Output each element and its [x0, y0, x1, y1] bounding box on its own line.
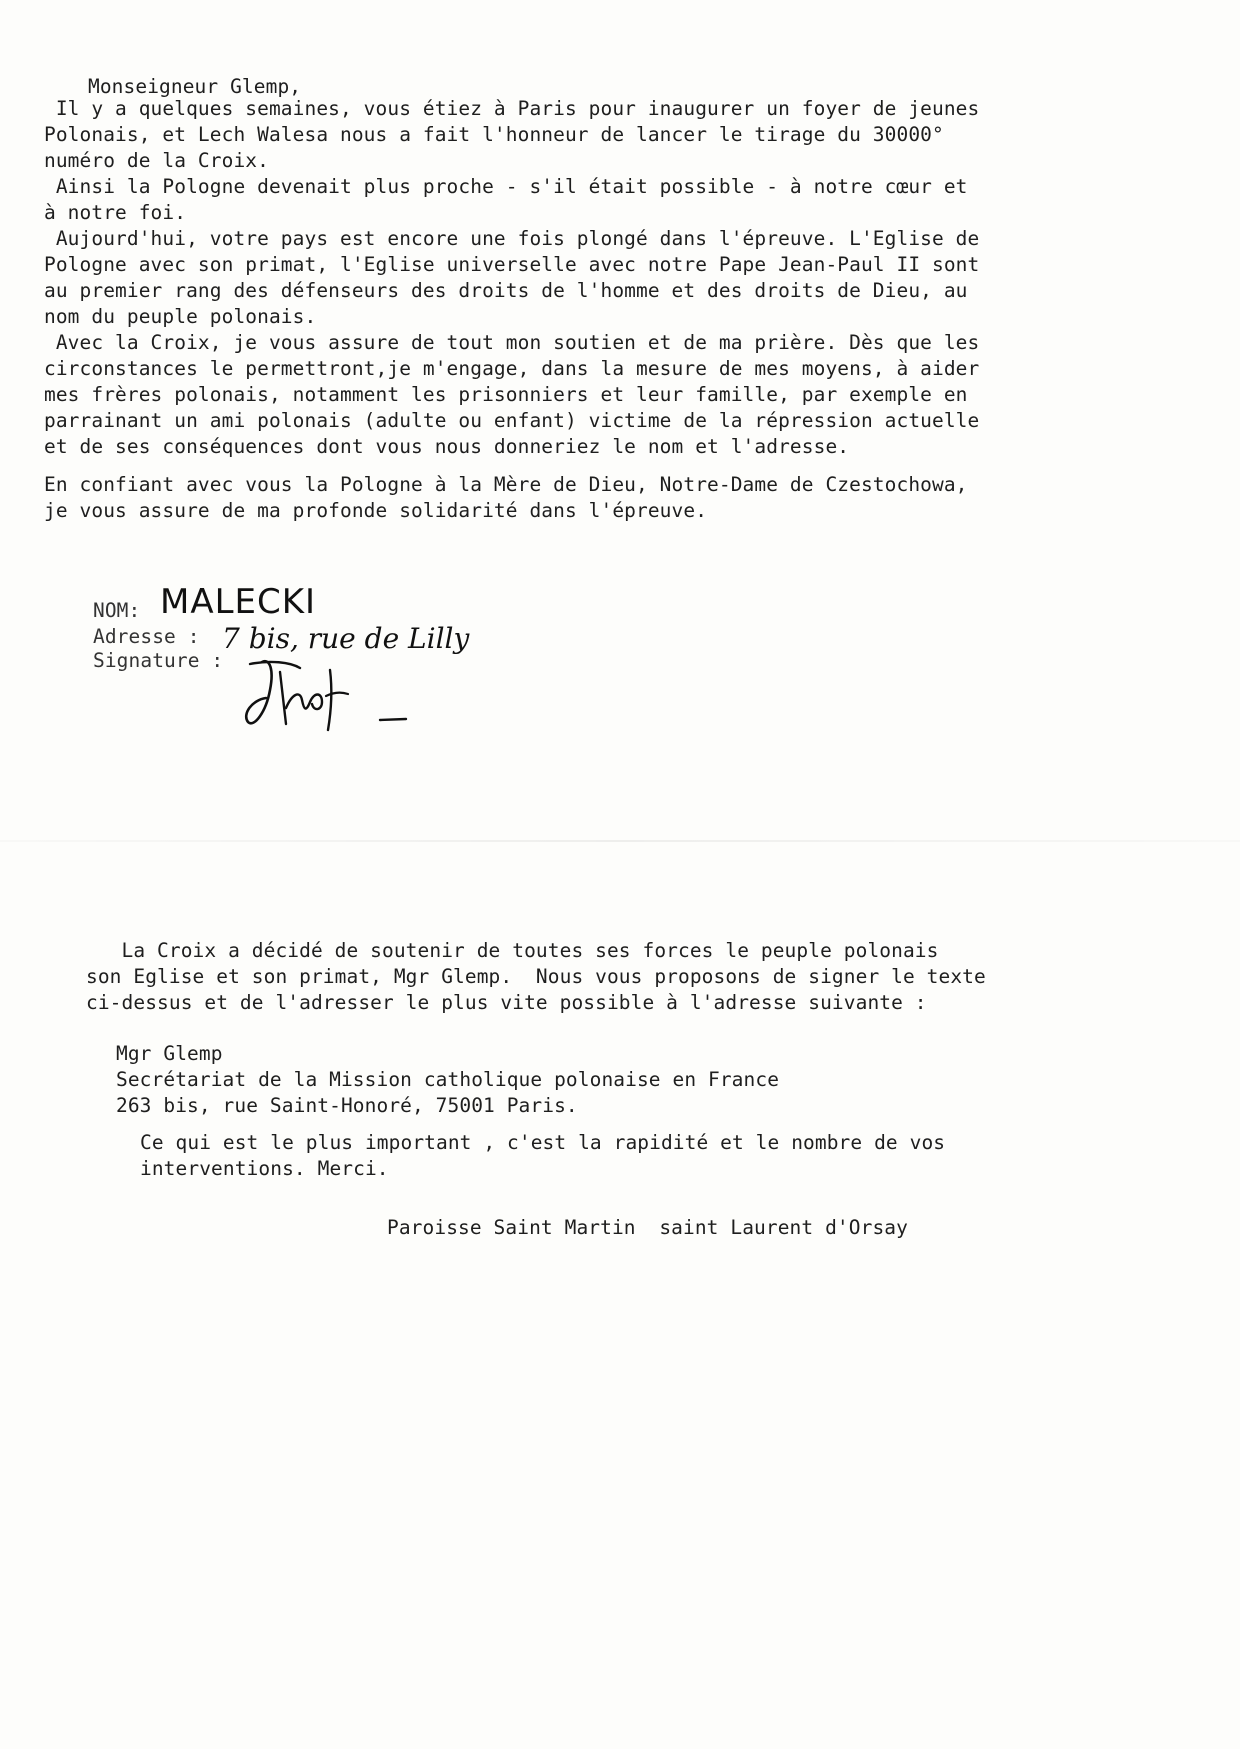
salutation: Monseigneur Glemp,	[88, 75, 302, 98]
letter-line: à notre foi.	[44, 201, 187, 224]
letter-line: mes frères polonais, notamment les prisonniers et leur famille, par exemple en	[44, 383, 968, 406]
notice-line: son Eglise et son primat, Mgr Glemp. Nous vous proposons de signer le texte	[86, 965, 986, 988]
letter-line: Il y a quelques semaines, vous étiez à Paris pour inaugurer un foyer de jeunes	[44, 97, 980, 120]
adresse-value: 7 bis, rue de Lilly	[222, 622, 470, 655]
closing-line: En confiant avec vous la Pologne à la Mère de Dieu, Notre-Dame de Czestochowa,	[44, 473, 968, 496]
address-line: 263 bis, rue Saint-Honoré, 75001 Paris.	[116, 1094, 578, 1117]
letter-line: Ainsi la Pologne devenait plus proche - s'il était possible - à notre cœur et	[44, 175, 968, 198]
address-line: Mgr Glemp	[116, 1042, 223, 1065]
letter-line: circonstances le permettront,je m'engage, dans la mesure de mes moyens, à aider	[44, 357, 980, 380]
signature-label: Signature :	[93, 649, 224, 672]
letter-line: Aujourd'hui, votre pays est encore une fois plongé dans l'épreuve. L'Eglise de	[44, 227, 980, 250]
address-line: Secrétariat de la Mission catholique polonaise en France	[116, 1068, 780, 1091]
closing-line: je vous assure de ma profonde solidarité dans l'épreuve.	[44, 499, 708, 522]
letter-line: nom du peuple polonais.	[44, 305, 317, 328]
letter-line: Polonais, et Lech Walesa nous a fait l'honneur de lancer le tirage du 30000°	[44, 123, 944, 146]
letter-line: et de ses conséquences dont vous nous donneriez le nom et l'adresse.	[44, 435, 850, 458]
letter-line: numéro de la Croix.	[44, 149, 269, 172]
notice-closing-line: Ce qui est le plus important , c'est la rapidité et le nombre de vos	[140, 1131, 946, 1154]
letter-line: au premier rang des défenseurs des droits de l'homme et des droits de Dieu, au	[44, 279, 968, 302]
letter-line: Pologne avec son primat, l'Eglise universelle avec notre Pape Jean-Paul II sont	[44, 253, 980, 276]
parish-signature: Paroisse Saint Martin saint Laurent d'Orsay	[387, 1216, 908, 1239]
adresse-label: Adresse :	[93, 625, 200, 648]
notice-line: La Croix a décidé de soutenir de toutes ses forces le peuple polonais	[86, 939, 939, 962]
notice-line: ci-dessus et de l'adresser le plus vite possible à l'adresse suivante :	[86, 991, 927, 1014]
handwritten-signature	[240, 650, 440, 740]
paper-fold	[0, 840, 1240, 842]
notice-closing-line: interventions. Merci.	[140, 1157, 389, 1180]
letter-line: Avec la Croix, je vous assure de tout mon soutien et de ma prière. Dès que les	[44, 331, 980, 354]
letter-line: parrainant un ami polonais (adulte ou enfant) victime de la répression actuelle	[44, 409, 980, 432]
nom-value: MALECKI	[160, 582, 317, 622]
nom-label: NOM:	[93, 599, 141, 622]
